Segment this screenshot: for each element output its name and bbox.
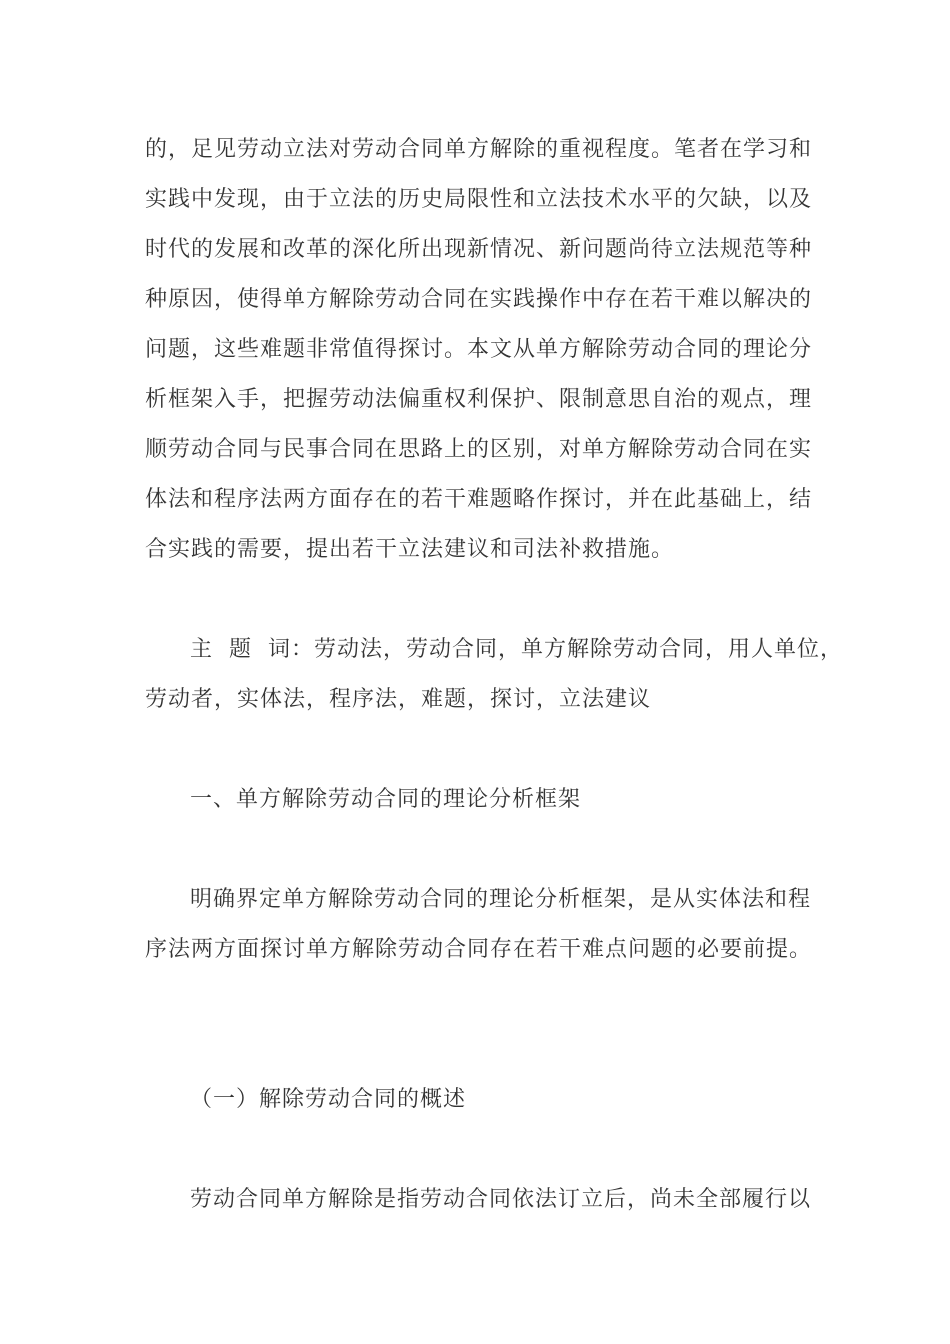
keywords-line: 劳动者，实体法，程序法，难题，探讨，立法建议 [145,687,652,712]
intro-line: 顺劳动合同与民事合同在思路上的区别，对单方解除劳动合同在实 [145,437,813,462]
subsection-heading: （一）解除劳动合同的概述 [190,1087,467,1112]
intro-line: 问题，这些难题非常值得探讨。本文从单方解除劳动合同的理论分 [145,337,813,362]
intro-line: 实践中发现，由于立法的历史局限性和立法技术水平的欠缺，以及 [145,187,813,212]
intro-line: 时代的发展和改革的深化所出现新情况、新问题尚待立法规范等种 [145,237,813,262]
section-paragraph-line: 明确界定单方解除劳动合同的理论分析框架，是从实体法和程 [190,887,812,912]
subsection-paragraph-line: 劳动合同单方解除是指劳动合同依法订立后，尚未全部履行以 [190,1187,812,1212]
intro-line: 合实践的需要，提出若干立法建议和司法补救措施。 [145,537,675,562]
section-paragraph-line: 序法两方面探讨单方解除劳动合同存在若干难点问题的必要前提。 [145,937,813,962]
intro-line: 的，足见劳动立法对劳动合同单方解除的重视程度。笔者在学习和 [145,137,813,162]
intro-line: 体法和程序法两方面存在的若干难题略作探讨，并在此基础上，结 [145,487,813,512]
intro-line: 种原因，使得单方解除劳动合同在实践操作中存在若干难以解决的 [145,287,813,312]
intro-line: 析框架入手，把握劳动法偏重权利保护、限制意思自治的观点，理 [145,387,813,412]
section-heading: 一、单方解除劳动合同的理论分析框架 [190,787,582,812]
keywords-line: 主 题 词：劳动法，劳动合同，单方解除劳动合同，用人单位， [190,637,843,662]
